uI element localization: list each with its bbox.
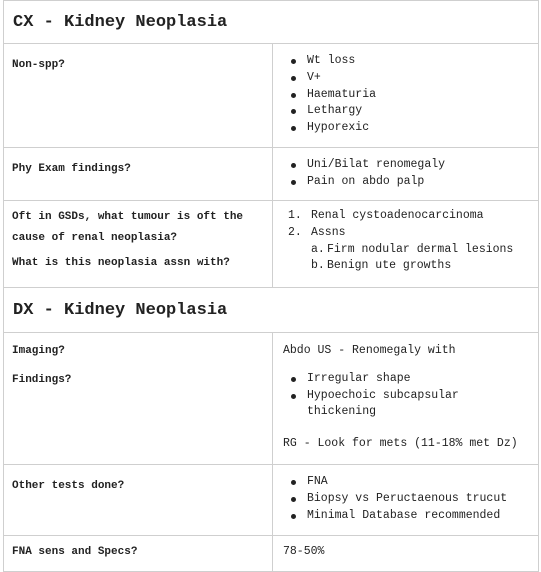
list-item: Hyporexic — [283, 120, 530, 137]
answer-phy — [273, 148, 538, 200]
table-row-fna — [3, 536, 539, 572]
list-item: FNA — [283, 474, 530, 491]
list-gsd — [283, 208, 530, 275]
cx-section-title: CX - Kidney Neoplasia — [3, 0, 539, 44]
list-item: Uni/Bilat renomegaly — [283, 157, 530, 174]
question-nonspp: Non-spp? — [4, 44, 273, 147]
list-item: Lethargy — [283, 103, 530, 120]
list-item: Pain on abdo palp — [283, 174, 530, 191]
list-item: Minimal Database recommended — [283, 508, 530, 525]
answer-nonspp — [273, 44, 538, 147]
table-row-other — [3, 465, 539, 536]
question-other: Other tests done? — [4, 465, 273, 535]
list-phy — [283, 157, 530, 191]
list-imaging — [283, 371, 530, 421]
question-gsd-assn: What is this neoplasia assn with? — [12, 257, 230, 269]
list-item: b. Benign ute growths — [311, 259, 452, 273]
list-nonspp — [283, 53, 530, 137]
question-phy: Phy Exam findings? — [4, 148, 273, 200]
answer-imaging — [273, 333, 538, 464]
list-item: V+ — [283, 70, 530, 87]
list-item: a. Firm nodular dermal lesions — [311, 242, 514, 256]
list-other — [283, 474, 530, 524]
answer-other — [273, 465, 538, 535]
answer-fna: 78-50% — [283, 545, 325, 558]
table-row-phy — [3, 148, 539, 201]
table-row-gsd — [3, 201, 539, 288]
list-item: Haematuria — [283, 87, 530, 104]
list-item: Irregular shape — [283, 371, 530, 388]
list-item: Hypoechoic subcapsular thickening — [283, 388, 530, 422]
list-item: Wt loss — [283, 53, 530, 70]
question-gsd-tumour: Oft in GSDs, what tumour is oft the cause of renal neoplasia? — [12, 211, 244, 244]
sublist-assns — [311, 242, 530, 276]
question-fna: FNA sens and Specs? — [4, 536, 273, 571]
imaging-rg: RG - Look for mets (11-18% met Dz) — [283, 437, 518, 451]
question-imaging — [4, 333, 273, 464]
dx-section-title: DX - Kidney Neoplasia — [3, 288, 539, 333]
table-row-nonspp — [3, 44, 539, 148]
list-item: 2. Assns a. Firm nodular dermal lesions b. Benign ute growths — [283, 225, 530, 275]
list-item: Biopsy vs Peructaenous trucut — [283, 491, 530, 508]
answer-gsd — [273, 201, 538, 287]
question-imaging-findings: Findings? — [12, 374, 72, 386]
imaging-lead: Abdo US - Renomegaly with — [283, 344, 456, 357]
table-row-imaging — [3, 333, 539, 465]
question-gsd — [4, 201, 273, 287]
question-imaging-type: Imaging? — [12, 345, 65, 357]
list-item: 1. Renal cystoadenocarcinoma — [288, 209, 484, 222]
